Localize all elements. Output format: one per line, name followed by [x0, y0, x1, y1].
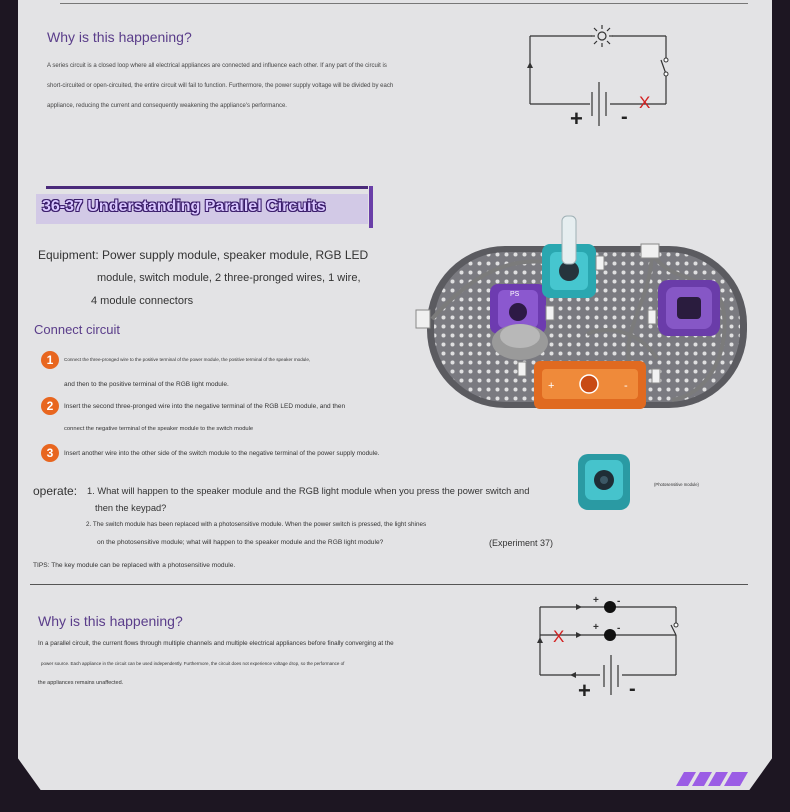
series-plus-sign: +	[570, 106, 583, 131]
equipment-line-2: module, switch module, 2 three-pronged wires, 1 wire,	[97, 272, 361, 284]
operate-q1-line-2: then the keypad?	[95, 503, 167, 513]
section-banner	[36, 186, 374, 228]
series-x-mark: X	[639, 93, 651, 112]
photosensitive-module-label: (Photosensitive module)	[654, 482, 699, 487]
section1-heading: Why is this happening?	[47, 29, 192, 45]
section2-heading: Why is this happening?	[38, 613, 183, 629]
operate-label: operate:	[33, 484, 78, 498]
parallel-x-mark: X	[553, 627, 565, 646]
parallel-mid-minus: -	[617, 623, 621, 634]
parallel-mid-plus: +	[593, 622, 599, 633]
equipment-line-3: 4 module connectors	[91, 295, 194, 307]
parallel-minus-sign: -	[629, 678, 636, 700]
section2-line-1: In a parallel circuit, the current flows through multiple channels and multiple electrical appliances before finally converging at the	[38, 640, 394, 647]
step-3-line-1: Insert another wire into the other side of the switch module to the negative terminal of the power supply module.	[64, 450, 380, 457]
top-divider	[60, 3, 748, 4]
parallel-circuit-diagram	[530, 595, 690, 700]
parallel-top-plus: +	[593, 595, 599, 606]
circuit-board-illustration	[412, 214, 752, 424]
connect-heading: Connect circuit	[34, 322, 120, 337]
ps-label: PS	[510, 291, 520, 298]
operate-q1-line-1: 1. What will happen to the speaker module and the RGB light module when you press the power switch and	[87, 486, 530, 496]
series-minus-sign: -	[621, 106, 628, 128]
battery-minus: -	[624, 380, 628, 392]
step-1-line-2: and then to the positive terminal of the RGB light module.	[64, 381, 229, 388]
operate-q2-line-1: 2. The switch module has been replaced with a photosensitive module. When the power switch is pressed, the light shines	[86, 521, 427, 528]
experiment-label: (Experiment 37)	[489, 538, 554, 548]
operate-q2-line-2: on the photosensitive module; what will happen to the speaker module and the RGB light module?	[97, 539, 384, 546]
step-1-line-1: Connect the three-pronged wire to the positive terminal of the power module, the positive terminal of the speaker module,	[64, 357, 311, 362]
series-circuit-diagram	[520, 22, 680, 132]
photosensitive-module-image	[576, 452, 632, 514]
section1-line-2: short-circuited or open-circuited, the entire circuit will fail to function. Furthermore, the power supply voltage will be divided by each	[47, 83, 394, 89]
section-divider	[30, 584, 748, 585]
banner-title: 36-37 Understanding Parallel Circuits	[42, 198, 326, 215]
step-2-badge: 2	[41, 397, 59, 415]
battery-plus: +	[548, 380, 555, 392]
step-1-badge: 1	[41, 351, 59, 369]
equipment-line-1: Equipment: Power supply module, speaker module, RGB LED	[38, 248, 369, 262]
section2-line-2: power source. Each appliance in the circuit can be used independently. Furthermore, the circuit does not experience voltage drop, so the performance of	[41, 661, 345, 666]
section2-line-3: the appliances remains unaffected.	[38, 680, 124, 686]
tips-text: TIPS: The key module can be replaced with a photosensitive module.	[33, 562, 236, 569]
step-3-badge: 3	[41, 444, 59, 462]
step-2-line-1: Insert the second three-pronged wire into the negative terminal of the RGB LED module, and then	[64, 403, 346, 410]
parallel-top-minus: -	[617, 596, 621, 607]
parallel-plus-sign: +	[578, 678, 591, 703]
section1-line-1: A series circuit is a closed loop where all electrical appliances are connected and influence each other. If any part of the circuit is	[47, 63, 387, 69]
decorative-stripes	[676, 772, 752, 786]
step-2-line-2: connect the negative terminal of the speaker module to the switch module	[64, 426, 254, 432]
section1-line-3: appliance, reducing the current and consequently weakening the appliance's performance.	[47, 103, 287, 109]
